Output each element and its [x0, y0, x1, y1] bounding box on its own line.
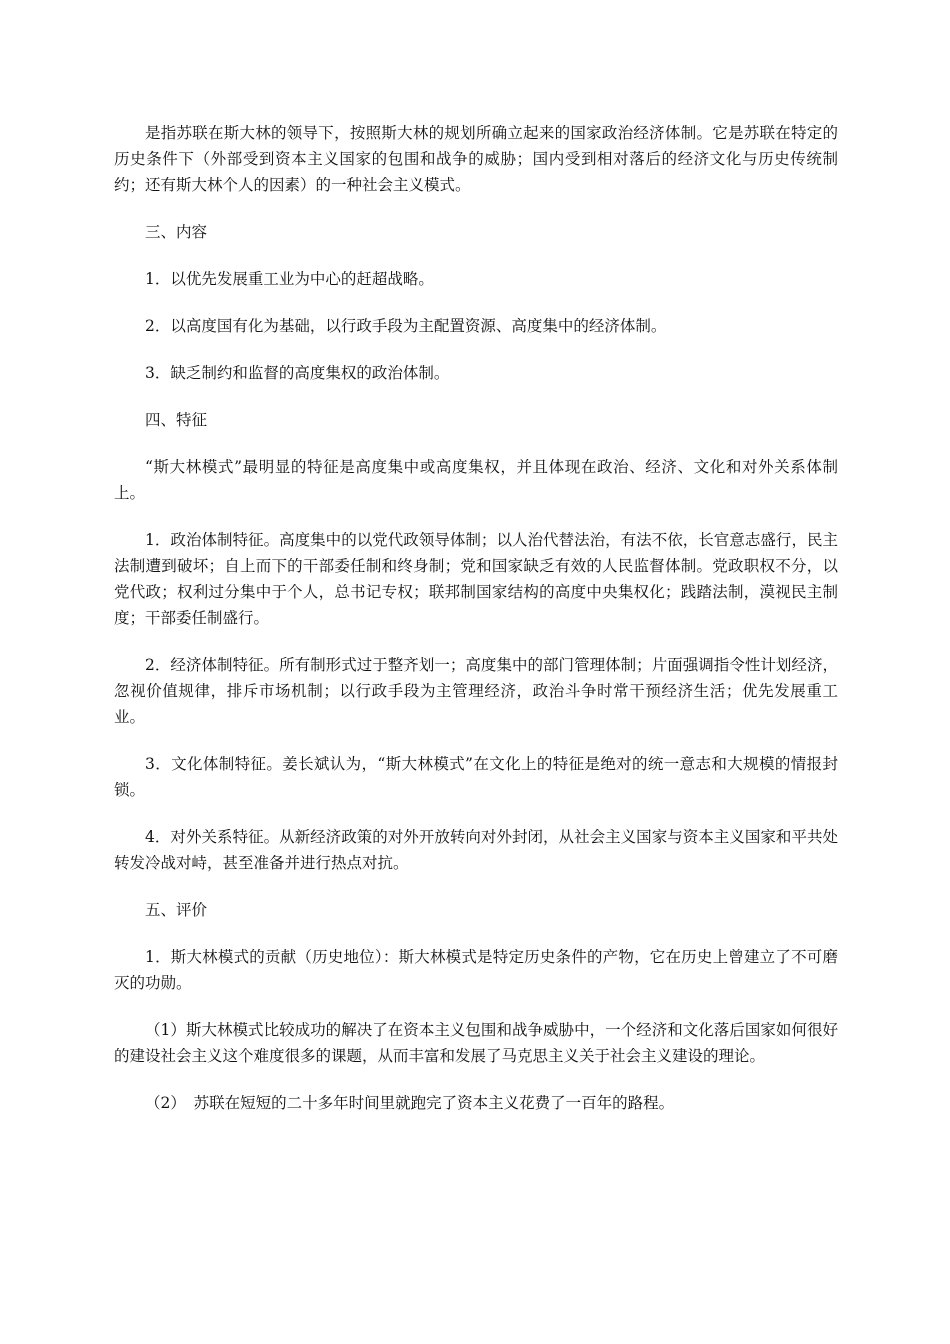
- feature-item-cultural: 3．文化体制特征。姜长斌认为，“斯大林模式”在文化上的特征是绝对的统一意志和大规模的情报封锁。: [114, 755, 838, 799]
- evaluation-item-sub-1: （1）斯大林模式比较成功的解决了在资本主义包围和战争威胁中，一个经济和文化落后国家如何很好的建设社会主义这个难度很多的课题，从而丰富和发展了马克思主义关于社会主义建设的理论。: [114, 1021, 838, 1065]
- feature-item-political: 1．政治体制特征。高度集中的以党代政领导体制；以人治代替法治，有法不依，长官意志盛行，民主法制遭到破坏；自上而下的干部委任制和终身制；党和国家缺乏有效的人民监督体制。党政职权不分，以党代政；权利过分集中于个人，总书记专权；联邦制国家结构的高度中央集权化；践踏法制，漠视民主制度；干部委任制盛行。: [114, 531, 838, 627]
- content-item-3: 3．缺乏制约和监督的高度集权的政治体制。: [145, 364, 450, 382]
- section-heading-features: 四、特征: [145, 411, 208, 429]
- document-body: [114, 120, 838, 1116]
- feature-item-foreign-relations: 4．对外关系特征。从新经济政策的对外开放转向对外封闭，从社会主义国家与资本主义国家和平共处转发冷战对峙，甚至准备并进行热点对抗。: [114, 828, 838, 872]
- features-summary: “斯大林模式”最明显的特征是高度集中或高度集权，并且体现在政治、经济、文化和对外关系体制上。: [114, 458, 838, 502]
- feature-item-economic: 2．经济体制特征。所有制形式过于整齐划一；高度集中的部门管理体制；片面强调指令性计划经济，忽视价值规律，排斥市场机制；以行政手段为主管理经济，政治斗争时常干预经济生活；优先发展重工业。: [114, 656, 838, 726]
- content-item-2: 2．以高度国有化为基础，以行政手段为主配置资源、高度集中的经济体制。: [145, 317, 667, 335]
- section-heading-evaluation: 五、评价: [145, 901, 208, 919]
- evaluation-item-contribution: 1．斯大林模式的贡献（历史地位）：斯大林模式是特定历史条件的产物，它在历史上曾建立了不可磨灭的功勋。: [114, 948, 838, 992]
- content-item-1: 1．以优先发展重工业为中心的赶超战略。: [145, 270, 434, 288]
- evaluation-item-sub-2: （2） 苏联在短短的二十多年时间里就跑完了资本主义花费了一百年的路程。: [145, 1094, 675, 1112]
- section-heading-content: 三、内容: [145, 223, 208, 241]
- intro-paragraph: 是指苏联在斯大林的领导下，按照斯大林的规划所确立起来的国家政治经济体制。它是苏联在特定的历史条件下（外部受到资本主义国家的包围和战争的威胁；国内受到相对落后的经济文化与历史传统制约；还有斯大林个人的因素）的一种社会主义模式。: [114, 124, 838, 194]
